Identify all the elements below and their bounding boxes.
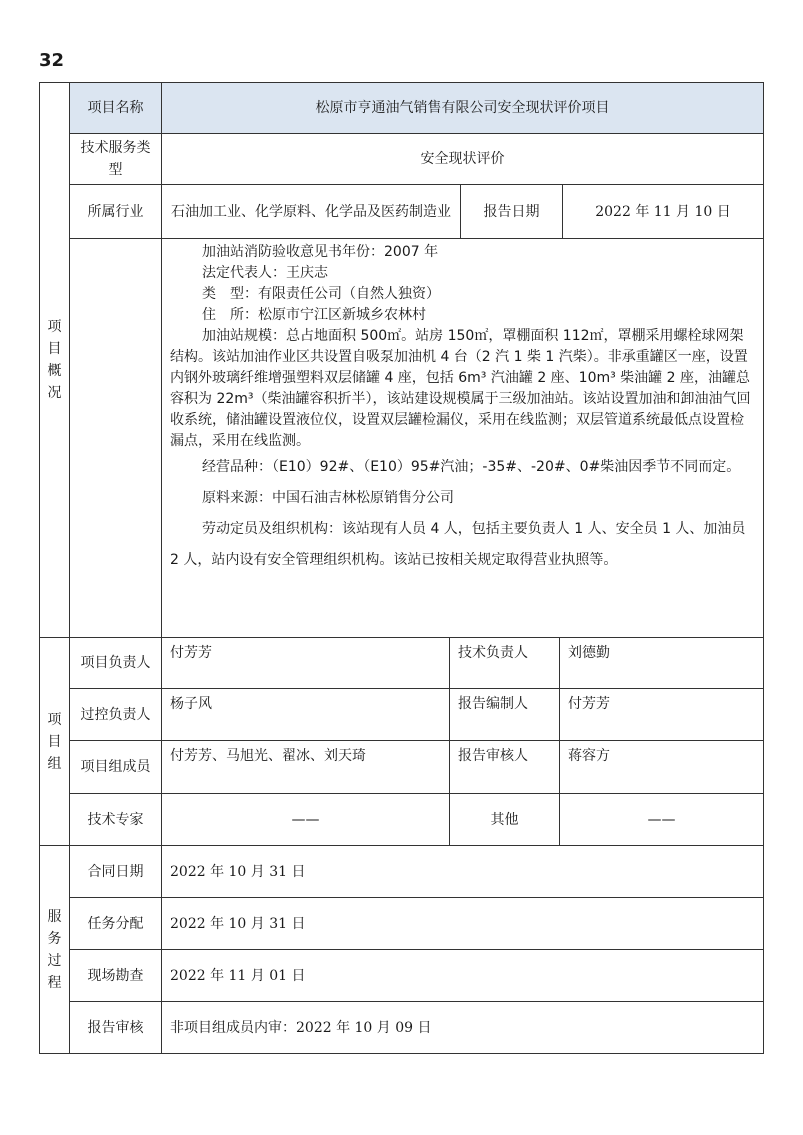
page-number: 32 xyxy=(39,50,65,71)
overview-blank-cell xyxy=(69,238,162,638)
description-line: 类 型：有限责任公司（自然人独资） xyxy=(202,286,440,302)
team-value-a: 付芳芳、马旭光、翟冰、刘天琦 xyxy=(161,740,450,794)
description-line: 原料来源：中国石油吉林松原销售分公司 xyxy=(202,490,454,506)
section-team-label xyxy=(39,637,70,846)
team-value-a: 杨子风 xyxy=(161,688,450,741)
description-line: 加油站规模：总占地面积 500㎡。站房 150㎡，罩棚面积 112㎡，罩棚采用螺栓球网架结构。该站加油作业区共设置自吸泵加油机 4 台（2 汽 1 柴 1 汽柴）。非承重罐区一座，设置内钢外玻璃纤维增强塑料双层储罐 4 座，包括 6m³ 汽油罐 2 座、10m³ 柴油罐 2 座，油罐总容积为 22m³（柴油罐容积折半），该站建设规模属于三级加油站。该站设置加油和卸油油气回收系统，储油罐设置液位仪，设置双层罐检漏仪，采用在线监测；双层管道系统最低点设置检漏点，采用在线监测。 xyxy=(170,328,751,449)
section-overview-text: 项目概况 xyxy=(47,319,62,401)
industry-value: 石油加工业、化学原料、化学品及医药制造业 xyxy=(161,184,461,239)
section-team-text: 项目组 xyxy=(47,711,62,772)
team-value-b: 付芳芳 xyxy=(559,688,764,741)
team-value-b: 刘德勤 xyxy=(559,637,764,689)
process-label: 合同日期 xyxy=(69,845,162,898)
process-value: 2022 年 10 月 31 日 xyxy=(161,897,764,950)
service-type-value: 安全现状评价 xyxy=(161,133,764,185)
description-line: 法定代表人：王庆志 xyxy=(202,265,328,281)
industry-label: 所属行业 xyxy=(69,184,162,239)
description-line: 经营品种：（E10）92#、（E10）95#汽油；-35#、-20#、0#柴油因季节不同而定。 xyxy=(202,459,741,475)
process-label: 任务分配 xyxy=(69,897,162,950)
description-line: 住 所：松原市宁江区新城乡农林村 xyxy=(202,307,426,323)
team-value-b: —— xyxy=(559,793,764,846)
process-value: 非项目组成员内审：2022 年 10 月 09 日 xyxy=(161,1001,764,1054)
service-type-label: 技术服务类型 xyxy=(69,133,162,185)
report-date-value: 2022 年 11 月 10 日 xyxy=(562,184,764,239)
process-value: 2022 年 10 月 31 日 xyxy=(161,845,764,898)
project-name-label: 项目名称 xyxy=(69,82,162,134)
team-label-a: 技术专家 xyxy=(69,793,162,846)
team-label-a: 项目组成员 xyxy=(69,740,162,794)
team-value-a: 付芳芳 xyxy=(161,637,450,689)
description-line: 加油站消防验收意见书年份：2007 年 xyxy=(202,244,439,260)
team-label-b: 报告编制人 xyxy=(449,688,560,741)
overview-description xyxy=(170,242,756,576)
process-label: 报告审核 xyxy=(69,1001,162,1054)
project-name-value: 松原市亨通油气销售有限公司安全现状评价项目 xyxy=(161,82,764,134)
process-value: 2022 年 11 月 01 日 xyxy=(161,949,764,1002)
team-label-b: 报告审核人 xyxy=(449,740,560,794)
team-label-b: 其他 xyxy=(449,793,560,846)
team-value-b: 蒋容方 xyxy=(559,740,764,794)
section-overview-label xyxy=(39,82,70,638)
team-label-a: 过控负责人 xyxy=(69,688,162,741)
description-line: 劳动定员及组织机构：该站现有人员 4 人，包括主要负责人 1 人、安全员 1 人、加油员 2 人，站内设有安全管理组织机构。该站已按相关规定取得营业执照等。 xyxy=(170,521,746,568)
team-value-a: —— xyxy=(161,793,450,846)
process-label: 现场勘查 xyxy=(69,949,162,1002)
report-date-label: 报告日期 xyxy=(460,184,563,239)
section-process-label xyxy=(39,845,70,1054)
team-label-b: 技术负责人 xyxy=(449,637,560,689)
section-process-text: 服务过程 xyxy=(47,908,62,991)
team-label-a: 项目负责人 xyxy=(69,637,162,689)
